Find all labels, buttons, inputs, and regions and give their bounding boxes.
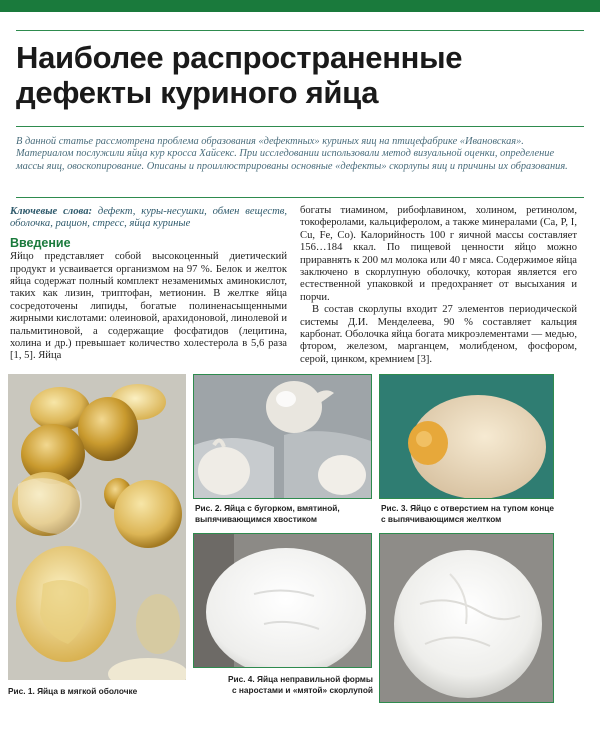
article-title: Наиболее распространенные дефекты куриного яйца bbox=[16, 40, 463, 110]
figure-4a-photo bbox=[193, 533, 372, 668]
figure-2-caption bbox=[195, 503, 373, 525]
figure-4b-photo bbox=[379, 533, 554, 703]
figure-4-caption-line-1: Рис. 4. Яйца неправильной формы bbox=[227, 674, 373, 684]
top-accent-bar bbox=[0, 0, 600, 12]
figure-3-photo bbox=[379, 374, 554, 499]
wrinkled-egg-image bbox=[380, 534, 553, 702]
left-column bbox=[10, 206, 287, 363]
lumpy-eggs-image bbox=[194, 375, 371, 498]
irregular-egg-image bbox=[194, 534, 371, 667]
title-rule bbox=[16, 126, 584, 127]
abstract-rule bbox=[16, 197, 584, 198]
figure-4-caption-line-2: с наростами и «мятой» скорлупой bbox=[232, 685, 373, 695]
figure-1-caption: Рис. 1. Яйца в мягкой оболочке bbox=[8, 686, 138, 696]
egg-with-hole-image bbox=[380, 375, 553, 498]
keywords-label: Ключевые слова: bbox=[10, 206, 93, 217]
section-heading-intro: Введение bbox=[10, 235, 71, 250]
right-column bbox=[300, 205, 577, 366]
figure-3-caption-line-1: Рис. 3. Яйцо с отверстием на тупом конце bbox=[381, 503, 554, 513]
figure-2-photo bbox=[193, 374, 372, 499]
soft-shell-eggs-image bbox=[8, 374, 186, 680]
intro-paragraph: Яйцо представляет собой высокоценный диетический продукт и усваивается организмом на 97 %. Белок и желток яйца содержат полный комплект незаменимых аминокислот, таких как лизин, триптофан, метионин. В желтке яйца сосредоточены липиды, богатые полиненасыщенными жирными кислотами: олеиновой, арахидоновой, линолевой и пальмитиновой, а содержащие фосфатидов (лецитина, холина и др.) превышает количество холестерола в 5,6 раза [1, 5]. Яйца bbox=[10, 251, 287, 362]
figure-4-caption bbox=[195, 674, 373, 696]
header-rule bbox=[16, 30, 584, 31]
figure-1-photo bbox=[8, 374, 186, 680]
keywords bbox=[10, 206, 287, 231]
right-paragraph-2: В состав скорлупы входит 27 элементов периодической системы Д.И. Менделеева, 90 % составляет кальция карбонат. Оболочка яйца богата микроэлементами — медью, фтором, железом, марганцем, молибденом, фосфором, серой, цинком, кремнием [3]. bbox=[300, 304, 577, 365]
right-paragraph-1: богаты тиамином, рибофлавином, холином, ретинолом, токоферолами, кальциферолом, а также минералами (Ca, P, I, Cu, Fe, Co). Калорийность 100 г яичной массы составляет 156…184 ккал. По пищевой ценности яйцо можно приравнять к 200 мл молока или 40 г мяса. Содержимое яйца заключено в скорлупную оболочку, которая является его естественной упаковкой и предохраняет от высыхания и порчи. bbox=[300, 205, 577, 303]
keywords-text: дефект, куры-несушки, обмен веществ, оболочка, рацион, стресс, яйца куриные bbox=[10, 206, 287, 230]
figure-3-caption-line-2: с выпячивающимся желтком bbox=[381, 514, 502, 524]
abstract: В данной статье рассмотрена проблема образования «дефектных» куриных яиц на птицефабрике «Ивановская». Материалом послужили яйца кур кросса Хайсекс. При исследовании использовали метод визуальной оценки, определение массы яиц, овоскопирование. Описаны и проиллюстрированы основные «дефекты» скорлупы яиц и причины их образования. bbox=[16, 136, 568, 172]
figure-2-caption-line-2: выпячивающимся хвостиком bbox=[195, 514, 318, 524]
figure-3-caption bbox=[381, 503, 559, 525]
figure-2-caption-line-1: Рис. 2. Яйца с бугорком, вмятиной, bbox=[195, 503, 340, 513]
